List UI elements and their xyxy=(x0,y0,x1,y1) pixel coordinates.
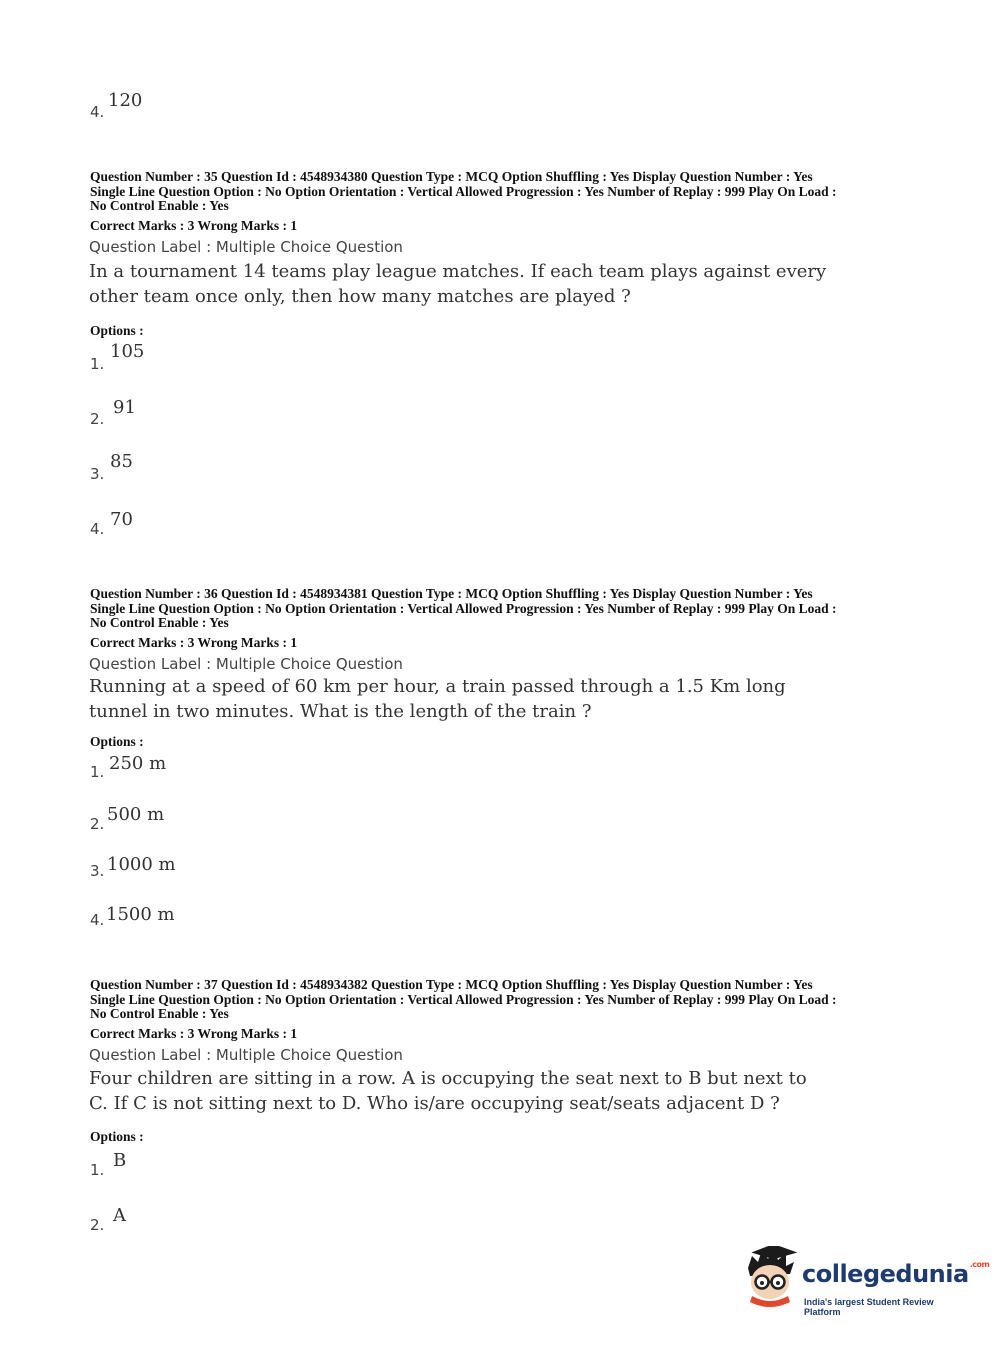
mascot-icon xyxy=(742,1246,802,1316)
question-text-line: C. If C is not sitting next to D. Who is/are occupying seat/seats adjacent D ? xyxy=(89,1093,780,1114)
option-number: 4. xyxy=(90,103,105,121)
question-meta xyxy=(90,978,920,1022)
option-value: 500 m xyxy=(107,804,165,825)
question-text-line: In a tournament 14 teams play league matches. If each team plays against every xyxy=(89,261,827,282)
option-value: 70 xyxy=(110,509,133,530)
meta-line: Single Line Question Option : No Option Orientation : Vertical Allowed Progression : Yes Number of Replay : 999 Play On Load : xyxy=(90,600,837,616)
question-text xyxy=(89,1066,829,1116)
logo-tagline: India's largest Student Review Platform xyxy=(804,1297,934,1317)
option-number: 1. xyxy=(90,763,105,781)
option-number: 2. xyxy=(90,410,105,428)
meta-line: Question Number : 37 Question Id : 4548934382 Question Type : MCQ Option Shuffling : Yes Display Question Number : Yes xyxy=(90,977,813,992)
option-value: 1000 m xyxy=(107,854,176,875)
question-text-line: Running at a speed of 60 km per hour, a train passed through a 1.5 Km long xyxy=(89,676,786,697)
option-value: 250 m xyxy=(109,753,167,774)
options-label: Options : xyxy=(90,1129,144,1144)
option-value: A xyxy=(113,1205,126,1226)
meta-line: Single Line Question Option : No Option Orientation : Vertical Allowed Progression : Yes Number of Replay : 999 Play On Load : xyxy=(90,183,837,199)
meta-line: No Control Enable : Yes xyxy=(90,615,229,631)
question-marks: Correct Marks : 3 Wrong Marks : 1 xyxy=(90,1026,298,1041)
question-meta xyxy=(90,170,920,214)
meta-line: No Control Enable : Yes xyxy=(90,1006,229,1022)
meta-line: No Control Enable : Yes xyxy=(90,198,229,214)
collegedunia-logo xyxy=(742,1246,990,1317)
options-label: Options : xyxy=(90,323,144,338)
options-label: Options : xyxy=(90,734,144,749)
question-marks: Correct Marks : 3 Wrong Marks : 1 xyxy=(90,635,298,650)
question-text-line: Four children are sitting in a row. A is occupying the seat next to B but next to xyxy=(89,1068,807,1089)
option-number: 1. xyxy=(90,355,105,373)
logo-suffix: .com xyxy=(969,1260,990,1269)
option-value: 1500 m xyxy=(106,904,175,925)
option-value: 85 xyxy=(110,451,133,472)
option-number: 3. xyxy=(90,465,105,483)
option-number: 4. xyxy=(90,520,105,538)
option-number: 3. xyxy=(90,862,105,880)
option-value: B xyxy=(113,1150,127,1171)
meta-line: Question Number : 35 Question Id : 4548934380 Question Type : MCQ Option Shuffling : Yes Display Question Number : Yes xyxy=(90,169,813,184)
option-value: 105 xyxy=(110,341,145,362)
question-marks: Correct Marks : 3 Wrong Marks : 1 xyxy=(90,218,298,233)
logo-name: collegedunia xyxy=(802,1260,969,1288)
option-value: 120 xyxy=(108,90,143,111)
option-number: 1. xyxy=(90,1161,105,1179)
question-text-line: other team once only, then how many matches are played ? xyxy=(89,286,631,307)
meta-line: Question Number : 36 Question Id : 4548934381 Question Type : MCQ Option Shuffling : Yes Display Question Number : Yes xyxy=(90,586,813,601)
option-value: 91 xyxy=(113,397,136,418)
logo-wordmark xyxy=(802,1260,989,1288)
question-label: Question Label : Multiple Choice Question xyxy=(89,1046,403,1064)
meta-line: Single Line Question Option : No Option Orientation : Vertical Allowed Progression : Yes Number of Replay : 999 Play On Load : xyxy=(90,991,837,1007)
option-number: 2. xyxy=(90,1216,105,1234)
question-text-line: tunnel in two minutes. What is the length of the train ? xyxy=(89,701,592,722)
question-label: Question Label : Multiple Choice Question xyxy=(89,655,403,673)
question-text xyxy=(89,674,829,724)
question-label: Question Label : Multiple Choice Question xyxy=(89,238,403,256)
question-text xyxy=(89,259,829,309)
option-number: 4. xyxy=(90,911,105,929)
question-meta xyxy=(90,587,920,631)
option-number: 2. xyxy=(90,815,105,833)
